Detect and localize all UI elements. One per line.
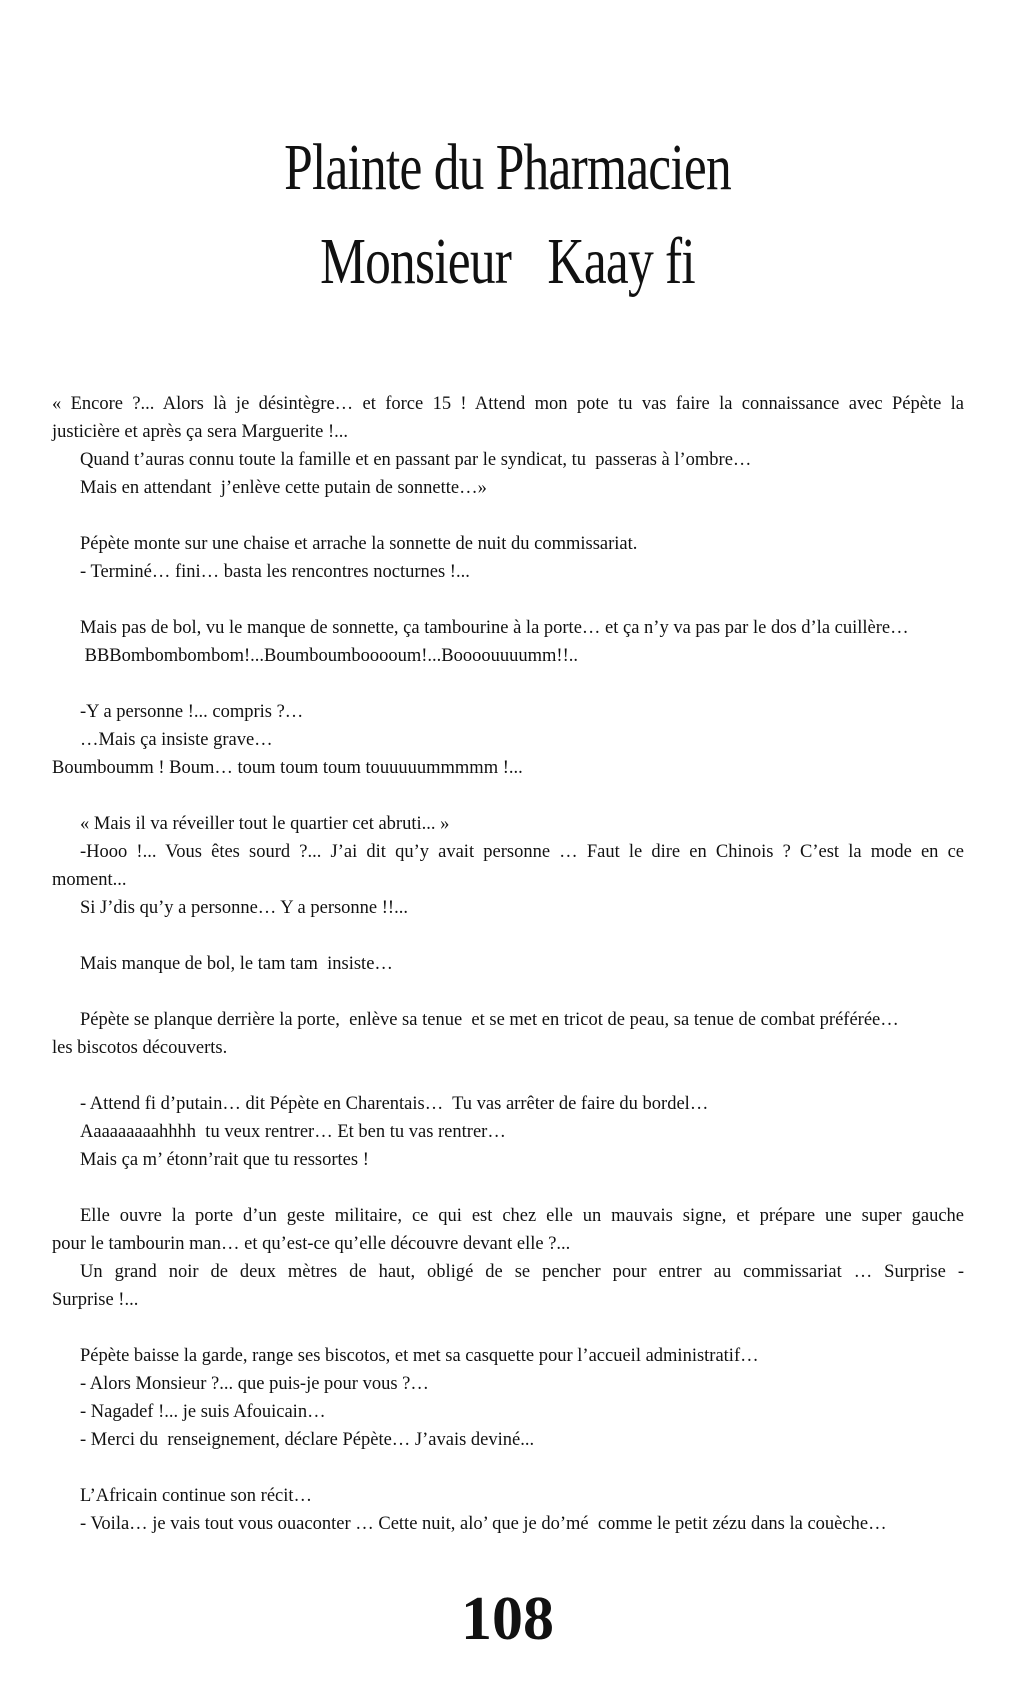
blank-line (52, 1062, 964, 1090)
text-line: …Mais ça insiste grave… (80, 730, 273, 750)
text-line: Mais pas de bol, vu le manque de sonnette, ça tambourine à la porte… et ça n’y va pas par le dos d’la cuillère… (80, 618, 909, 638)
text-line: Mais manque de bol, le tam tam insiste… (80, 954, 393, 974)
text-line: Mais ça m’ étonn’rait que tu ressortes ! (80, 1150, 369, 1170)
text-line: moment... (52, 870, 127, 890)
text-line: « Mais il va réveiller tout le quartier cet abruti... » (80, 814, 450, 834)
blank-line (52, 1454, 964, 1482)
text-line: Aaaaaaaaahhhh tu veux rentrer… Et ben tu vas rentrer… (80, 1122, 506, 1142)
chapter-body (52, 390, 964, 1538)
text-line: - Nagadef !... je suis Afouicain… (80, 1402, 326, 1422)
chapter-title-line-2: Monsieur Kaay fi (320, 225, 695, 298)
text-line: - Voila… je vais tout vous ouaconter … Cette nuit, alo’ que je do’mé comme le petit zézu dans la couèche… (80, 1514, 887, 1534)
text-line: « Encore ?... Alors là je désintègre… et force 15 ! Attend mon pote tu vas faire la connaissance avec Pépète la (52, 394, 964, 414)
page-number: 108 (461, 1585, 554, 1653)
blank-line (52, 978, 964, 1006)
text-line: - Terminé… fini… basta les rencontres nocturnes !... (80, 562, 470, 582)
chapter-title-line-1: Plainte du Pharmacien (284, 131, 731, 204)
blank-line (52, 922, 964, 950)
text-line: Boumboumm ! Boum… toum toum toum touuuuummmmm !... (52, 758, 523, 778)
text-line: les biscotos découverts. (52, 1038, 228, 1058)
blank-line (52, 1314, 964, 1342)
text-line: Pépète baisse la garde, range ses biscotos, et met sa casquette pour l’accueil administratif… (80, 1346, 759, 1366)
text-line: justicière et après ça sera Marguerite !... (52, 422, 349, 442)
text-line: L’Africain continue son récit… (80, 1486, 313, 1506)
text-line: Pépète se planque derrière la porte, enlève sa tenue et se met en tricot de peau, sa tenue de combat préférée… (80, 1010, 899, 1030)
text-line: Elle ouvre la porte d’un geste militaire, ce qui est chez elle un mauvais signe, et prépare une super gauche (80, 1206, 964, 1226)
text-line: - Merci du renseignement, déclare Pépète… J’avais deviné... (80, 1430, 535, 1450)
text-line: pour le tambourin man… et qu’est-ce qu’elle découvre devant elle ?... (52, 1234, 571, 1254)
text-line: Un grand noir de deux mètres de haut, obligé de se pencher pour entrer au commissariat … Surprise - (80, 1262, 964, 1282)
text-line: -Hooo !... Vous êtes sourd ?... J’ai dit qu’y avait personne … Faut le dire en Chinois ? C’est la mode en ce (80, 842, 964, 862)
blank-line (52, 502, 964, 530)
blank-line (52, 782, 964, 810)
text-line: - Attend fi d’putain… dit Pépète en Charentais… Tu vas arrêter de faire du bordel… (80, 1094, 709, 1114)
text-line: Quand t’auras connu toute la famille et en passant par le syndicat, tu passeras à l’ombre… (80, 450, 752, 470)
blank-line (52, 1174, 964, 1202)
text-line: Si J’dis qu’y a personne… Y a personne !!... (80, 898, 408, 918)
blank-line (52, 670, 964, 698)
blank-line (52, 586, 964, 614)
text-line: -Y a personne !... compris ?… (80, 702, 304, 722)
text-line: BBBombombombom!...Boumboumbooooum!...Boooouuuumm!!.. (80, 646, 578, 666)
text-line: Pépète monte sur une chaise et arrache la sonnette de nuit du commissariat. (80, 534, 638, 554)
text-line: - Alors Monsieur ?... que puis-je pour vous ?… (80, 1374, 429, 1394)
text-line: Mais en attendant j’enlève cette putain de sonnette…» (80, 478, 487, 498)
text-line: Surprise !... (52, 1290, 139, 1310)
